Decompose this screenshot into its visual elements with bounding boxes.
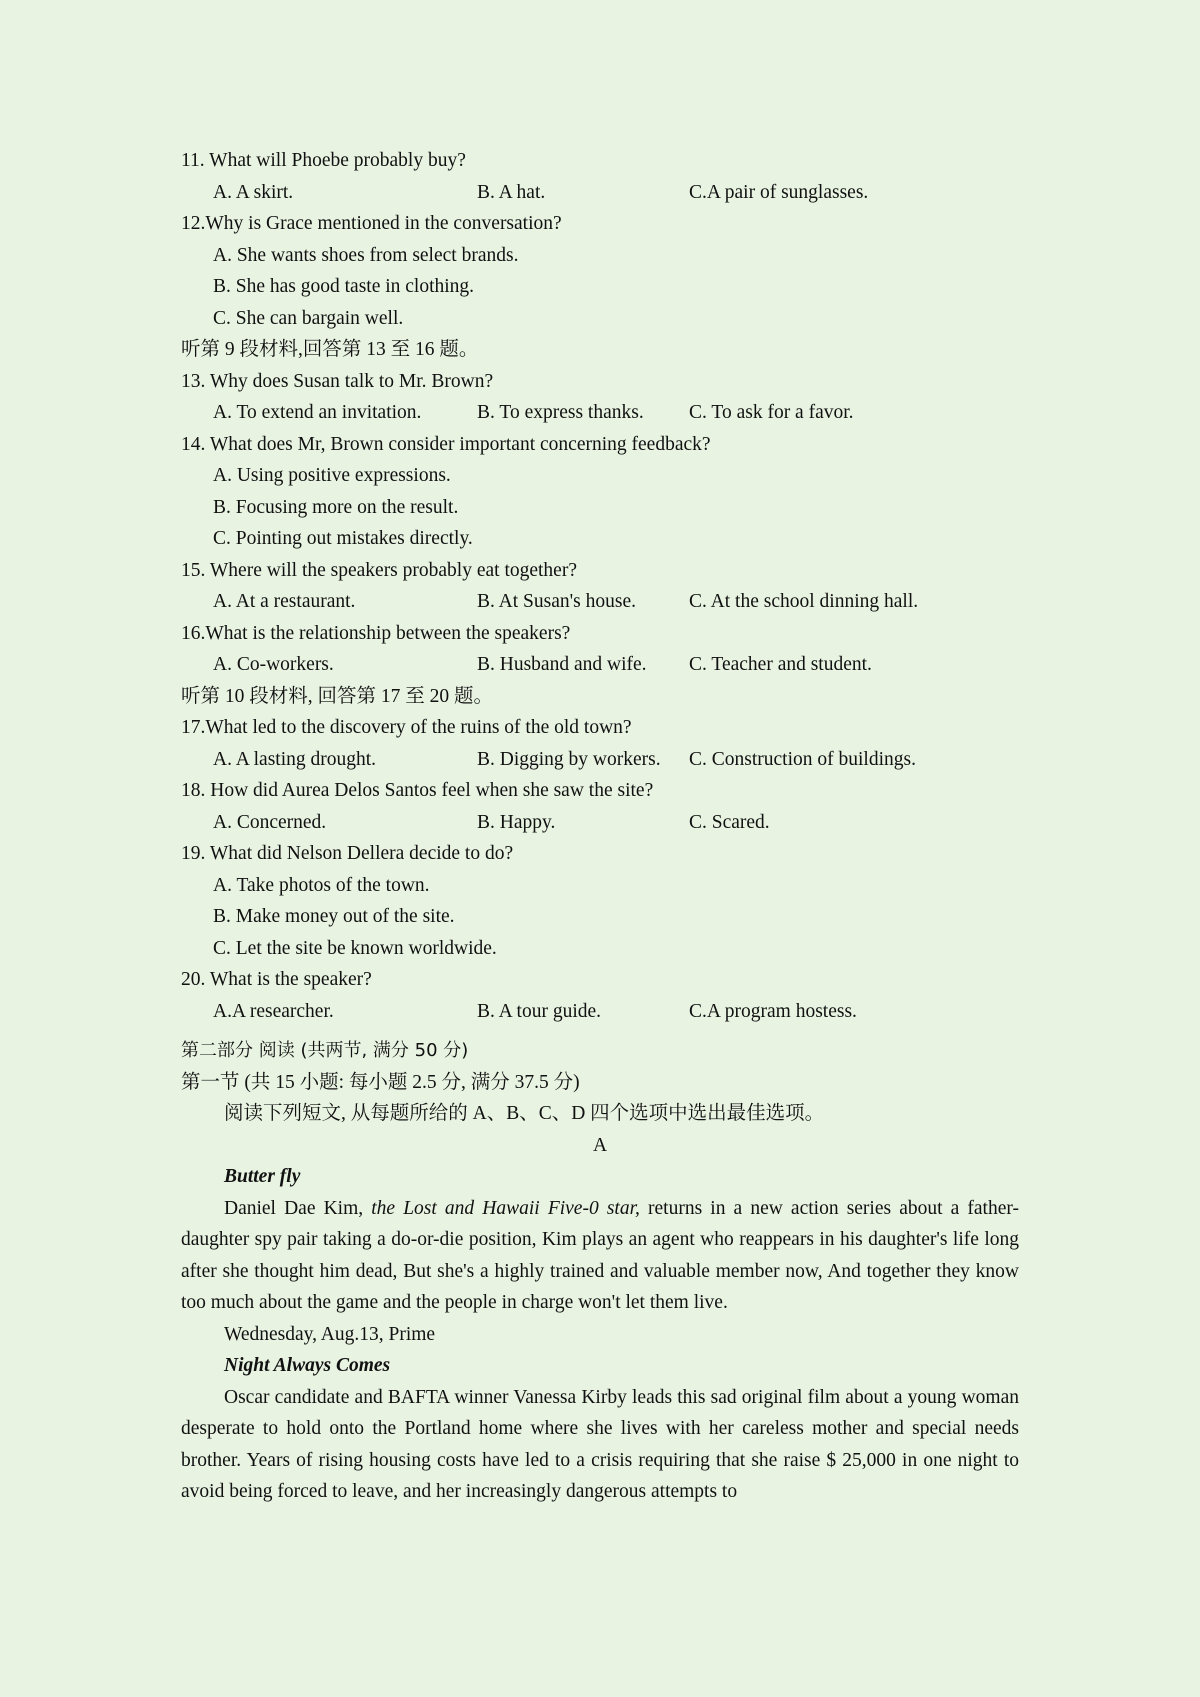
option-b: B. Focusing more on the result.: [213, 496, 459, 518]
option-c: C. At the school dinning hall.: [689, 591, 919, 612]
question-12: 12.Why is Grace mentioned in the conversation?: [181, 213, 562, 234]
paragraph-lead: Daniel Dae Kim,: [224, 1197, 372, 1219]
option-a: A. Concerned.: [213, 811, 327, 833]
page-content: [181, 145, 1019, 1508]
option-b: B. Husband and wife.: [477, 654, 647, 675]
option-a: A. To extend an invitation.: [213, 402, 422, 423]
option-b: B. Make money out of the site.: [213, 906, 455, 927]
question-18-options: [181, 807, 1019, 839]
option-c: C. Let the site be known worldwide.: [213, 937, 497, 959]
part2-heading: 第二部分 阅读 (共两节, 满分 50 分): [181, 1040, 469, 1061]
option-a: A.A researcher.: [213, 1000, 334, 1022]
show-title-butterfly: Butter fly: [224, 1166, 301, 1187]
option-a: A. She wants shoes from select brands.: [213, 244, 519, 266]
question-13: 13. Why does Susan talk to Mr. Brown?: [181, 370, 494, 392]
question-19: 19. What did Nelson Dellera decide to do?: [181, 843, 514, 864]
option-c: C. Pointing out mistakes directly.: [213, 528, 473, 549]
section1-heading: 第一节 (共 15 小题: 每小题 2.5 分, 满分 37.5 分): [181, 1071, 580, 1093]
schedule-butterfly: Wednesday, Aug.13, Prime: [224, 1323, 436, 1345]
question-16-options: [181, 649, 1019, 681]
option-c: C. She can bargain well.: [213, 307, 404, 329]
option-a: A. Take photos of the town.: [213, 874, 430, 896]
question-20: 20. What is the speaker?: [181, 969, 372, 990]
reading-instruction: 阅读下列短文, 从每题所给的 A、B、C、D 四个选项中选出最佳选项。: [224, 1103, 825, 1124]
question-16: 16.What is the relationship between the speakers?: [181, 622, 571, 644]
option-a: A. Using positive expressions.: [213, 465, 451, 486]
option-b: B. She has good taste in clothing.: [213, 276, 475, 297]
question-18: 18. How did Aurea Delos Santos feel when she saw the site?: [181, 780, 654, 801]
question-20-options: [181, 996, 1019, 1028]
question-15: 15. Where will the speakers probably eat together?: [181, 559, 577, 581]
question-17: 17.What led to the discovery of the ruins of the old town?: [181, 717, 632, 738]
question-11-options: [181, 177, 1019, 209]
question-13-options: [181, 397, 1019, 429]
option-b: B. Digging by workers.: [477, 748, 661, 770]
option-a: A. Co-workers.: [213, 654, 334, 675]
option-c: C. Construction of buildings.: [689, 748, 916, 770]
option-b: B. To express thanks.: [477, 402, 644, 423]
spacer: [181, 1027, 1019, 1035]
option-c: C. Scared.: [689, 811, 770, 833]
option-b: B. Happy.: [477, 811, 556, 833]
paragraph-rest: returns in a new action series about a father-daughter spy pair taking a do-or-die position, Kim plays an agent who reappears in his daughter's life long after she thought him dead, But she's a highly trained and valuable member now, And together they know too much about the game and the people in charge won't let them live.: [181, 1197, 1019, 1313]
option-b: B. At Susan's house.: [477, 591, 636, 612]
question-17-options: [181, 744, 1019, 776]
option-a: A. A lasting drought.: [213, 748, 377, 770]
option-c: C.A program hostess.: [689, 1000, 857, 1022]
option-c: C.A pair of sunglasses.: [689, 181, 869, 203]
question-11: 11. What will Phoebe probably buy?: [181, 150, 466, 171]
section-instruction-10: 听第 10 段材料, 回答第 17 至 20 题。: [181, 685, 494, 707]
option-b: B. A tour guide.: [477, 1000, 602, 1022]
option-b: B. A hat.: [477, 181, 546, 203]
paragraph-italic: the Lost and Hawaii Five-0 star,: [371, 1197, 640, 1219]
night-always-comes-paragraph: Oscar candidate and BAFTA winner Vanessa Kirby leads this sad original film about a young woman desperate to hold onto the Portland home where she lives with her careless mother and special needs brother. Years of rising housing costs have led to a crisis requiring that she raise $ 25,000 in one night to avoid being forced to leave, and her increasingly dangerous attempts to: [181, 1386, 1019, 1502]
option-c: C. Teacher and student.: [689, 654, 872, 675]
option-c: C. To ask for a favor.: [689, 402, 854, 423]
butterfly-paragraph: [181, 1193, 1019, 1319]
show-title-night-always-comes: Night Always Comes: [224, 1355, 391, 1376]
question-15-options: [181, 586, 1019, 618]
option-a: A. A skirt.: [213, 181, 294, 203]
option-a: A. At a restaurant.: [213, 591, 356, 612]
question-14: 14. What does Mr, Brown consider important concerning feedback?: [181, 433, 711, 455]
passage-letter: A: [592, 1134, 608, 1156]
section-instruction-9: 听第 9 段材料,回答第 13 至 16 题。: [181, 339, 479, 360]
